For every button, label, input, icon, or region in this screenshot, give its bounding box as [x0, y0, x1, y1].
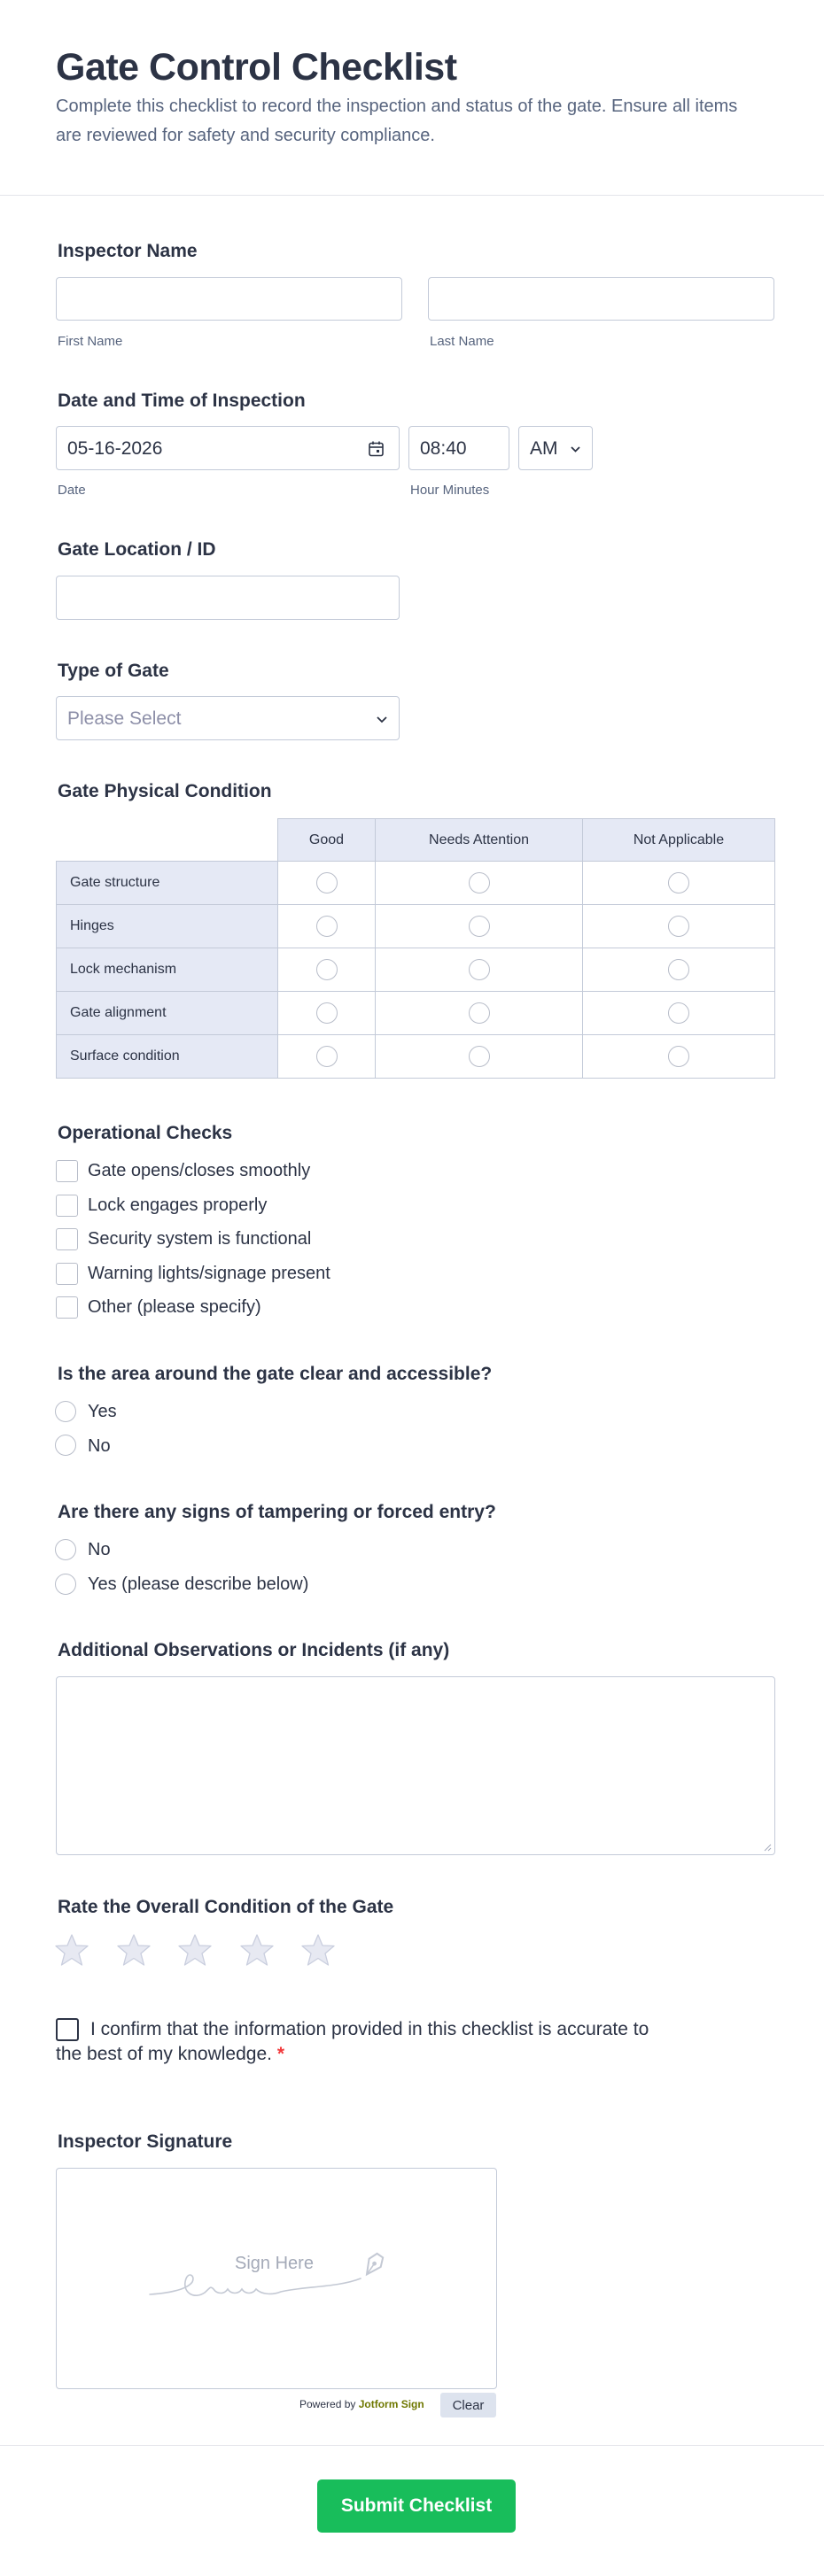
- ampm-value: AM: [530, 438, 558, 459]
- operational-option-label[interactable]: Warning lights/signage present: [88, 1264, 330, 1283]
- matrix-radio[interactable]: [469, 1046, 490, 1067]
- matrix-cell: [277, 861, 376, 905]
- matrix-radio[interactable]: [469, 872, 490, 893]
- matrix-radio[interactable]: [668, 1002, 689, 1024]
- operational-option-label[interactable]: Lock engages properly: [88, 1195, 268, 1215]
- matrix-cell: [375, 991, 583, 1035]
- calendar-icon[interactable]: [368, 440, 385, 458]
- tampering-label: Are there any signs of tampering or forced entry?: [58, 1502, 496, 1522]
- gate-type-placeholder: Please Select: [67, 708, 182, 729]
- required-asterisk: *: [276, 2044, 285, 2064]
- gate-type-label: Type of Gate: [58, 661, 169, 681]
- matrix-cell: [375, 948, 583, 992]
- matrix-col-good: Good: [277, 818, 376, 862]
- chevron-down-icon: [376, 716, 388, 723]
- operational-option-label[interactable]: Security system is functional: [88, 1229, 312, 1249]
- star-icon[interactable]: [300, 1932, 336, 1968]
- matrix-radio[interactable]: [668, 872, 689, 893]
- gate-location-label: Gate Location / ID: [58, 539, 216, 560]
- gate-type-select[interactable]: [56, 696, 400, 740]
- matrix-col-needs-attention: Needs Attention: [375, 818, 583, 862]
- area-clear-radio[interactable]: [55, 1435, 76, 1456]
- operational-checkbox[interactable]: [56, 1160, 78, 1182]
- rating-label: Rate the Overall Condition of the Gate: [58, 1897, 394, 1917]
- first-name-sublabel: First Name: [58, 334, 123, 349]
- matrix-radio[interactable]: [668, 916, 689, 937]
- matrix-cell: [277, 991, 376, 1035]
- matrix-cell: [582, 991, 775, 1035]
- time-value: 08:40: [420, 438, 467, 459]
- matrix-cell: [277, 948, 376, 992]
- area-clear-label: Is the area around the gate clear and accessible?: [58, 1364, 493, 1384]
- date-time-label: Date and Time of Inspection: [58, 391, 306, 411]
- signature-pad[interactable]: [56, 2168, 497, 2389]
- date-sublabel: Date: [58, 483, 86, 498]
- powered-by: Powered by Jotform Sign: [299, 2398, 424, 2410]
- matrix-cell: [277, 904, 376, 948]
- tampering-option-label[interactable]: No: [88, 1540, 111, 1559]
- matrix-cell: [375, 904, 583, 948]
- chevron-down-icon: [570, 445, 581, 453]
- matrix-radio[interactable]: [469, 916, 490, 937]
- gate-location-input[interactable]: [56, 576, 400, 620]
- matrix-radio[interactable]: [316, 959, 338, 980]
- date-value: 05-16-2026: [67, 438, 163, 459]
- matrix-radio[interactable]: [469, 959, 490, 980]
- star-icon[interactable]: [239, 1932, 275, 1968]
- inspector-name-label: Inspector Name: [58, 241, 198, 261]
- observations-label: Additional Observations or Incidents (if any): [58, 1640, 450, 1660]
- star-icon[interactable]: [177, 1932, 213, 1968]
- last-name-sublabel: Last Name: [430, 334, 494, 349]
- operational-checkbox[interactable]: [56, 1228, 78, 1250]
- observations-textarea[interactable]: [56, 1676, 775, 1855]
- tampering-radio[interactable]: [55, 1574, 76, 1595]
- header-divider: [0, 195, 824, 196]
- operational-option-label[interactable]: Gate opens/closes smoothly: [88, 1161, 311, 1180]
- footer-divider: [0, 2445, 824, 2446]
- confirm-text[interactable]: I confirm that the information provided in this checklist is accurate to the best of my knowledge. *: [56, 2019, 649, 2064]
- matrix-radio[interactable]: [316, 1002, 338, 1024]
- last-name-input[interactable]: [428, 277, 774, 321]
- area-clear-option-label[interactable]: No: [88, 1436, 111, 1456]
- matrix-radio[interactable]: [316, 1046, 338, 1067]
- star-rating: [54, 1932, 346, 1969]
- matrix-cell: [582, 861, 775, 905]
- signature-label: Inspector Signature: [58, 2131, 233, 2152]
- ampm-select[interactable]: [518, 426, 593, 470]
- matrix-cell: [375, 861, 583, 905]
- date-input[interactable]: [56, 426, 400, 470]
- matrix-cell: [277, 1034, 376, 1079]
- operational-checkbox[interactable]: [56, 1263, 78, 1285]
- matrix-radio[interactable]: [316, 916, 338, 937]
- time-sublabel: Hour Minutes: [410, 483, 490, 498]
- resize-handle-icon[interactable]: [763, 1843, 772, 1852]
- matrix-radio[interactable]: [668, 1046, 689, 1067]
- operational-checkbox[interactable]: [56, 1296, 78, 1319]
- matrix-radio[interactable]: [668, 959, 689, 980]
- matrix-cell: [582, 904, 775, 948]
- star-icon[interactable]: [54, 1932, 89, 1968]
- matrix-row-label: Surface condition: [56, 1034, 278, 1079]
- operational-checks-label: Operational Checks: [58, 1123, 233, 1143]
- matrix-cell: [582, 948, 775, 992]
- matrix-col-not-applicable: Not Applicable: [582, 818, 775, 862]
- matrix-radio[interactable]: [316, 872, 338, 893]
- sign-here-placeholder: Sign Here: [235, 2254, 314, 2273]
- tampering-option-label[interactable]: Yes (please describe below): [88, 1574, 309, 1594]
- matrix-cell: [582, 1034, 775, 1079]
- form-title: Gate Control Checklist: [56, 46, 457, 89]
- physical-condition-label: Gate Physical Condition: [58, 781, 272, 801]
- star-icon[interactable]: [116, 1932, 152, 1968]
- area-clear-option-label[interactable]: Yes: [88, 1402, 117, 1421]
- matrix-row-label: Gate structure: [56, 861, 278, 905]
- matrix-row-label: Gate alignment: [56, 991, 278, 1035]
- operational-checkbox[interactable]: [56, 1195, 78, 1217]
- first-name-input[interactable]: [56, 277, 402, 321]
- submit-button[interactable]: Submit Checklist: [317, 2479, 516, 2533]
- area-clear-radio[interactable]: [55, 1401, 76, 1422]
- matrix-radio[interactable]: [469, 1002, 490, 1024]
- tampering-radio[interactable]: [55, 1539, 76, 1560]
- time-input[interactable]: [408, 426, 509, 470]
- operational-option-label[interactable]: Other (please specify): [88, 1297, 261, 1317]
- matrix-row-label: Hinges: [56, 904, 278, 948]
- signature-scribble-icon: [148, 2248, 400, 2301]
- form-description: Complete this checklist to record the inspection and status of the gate. Ensure all items are reviewed for safety and security compliance.: [56, 97, 738, 145]
- matrix-row-label: Lock mechanism: [56, 948, 278, 992]
- clear-signature-button[interactable]: Clear: [440, 2393, 496, 2417]
- jotform-sign-logo[interactable]: Jotform Sign: [358, 2398, 424, 2410]
- matrix-cell: [375, 1034, 583, 1079]
